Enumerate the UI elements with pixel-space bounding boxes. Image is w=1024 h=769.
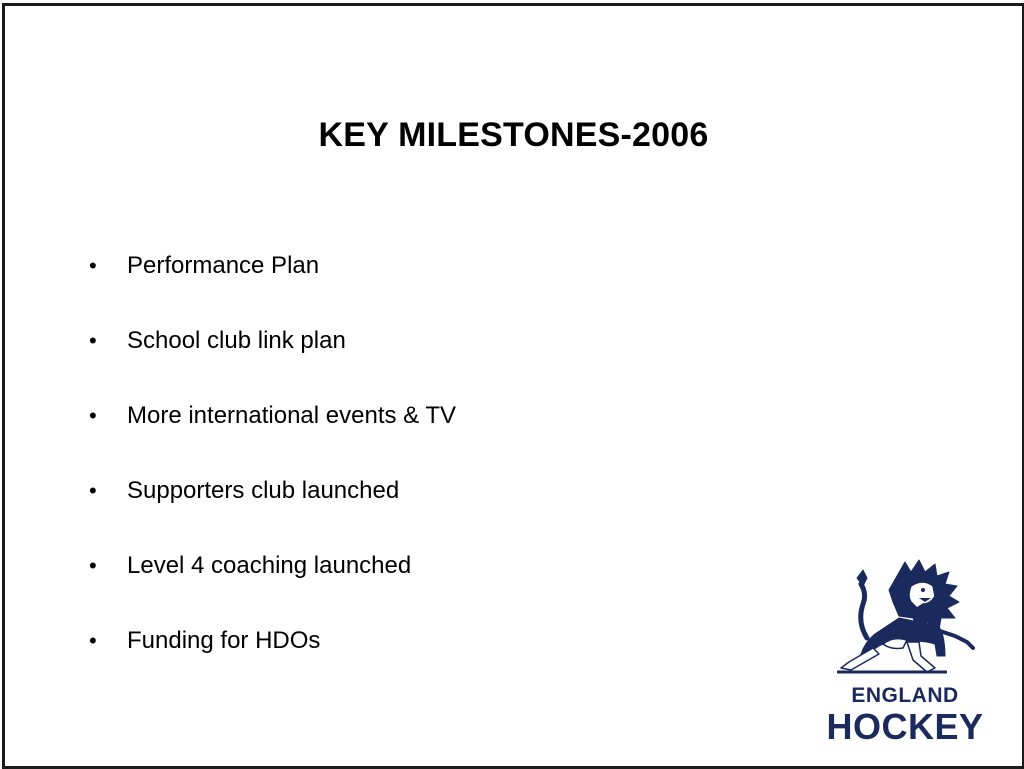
list-item (89, 303, 456, 378)
bullet-marker: • (89, 552, 97, 578)
bullet-marker: • (89, 327, 97, 353)
logo-england-text: ENGLAND (851, 684, 959, 707)
lion-icon (827, 556, 982, 681)
list-item (89, 453, 456, 528)
bullet-text: Level 4 coaching launched (127, 551, 412, 579)
bullet-text: More international events & TV (127, 401, 457, 429)
england-hockey-logo (815, 556, 995, 751)
list-item (89, 228, 456, 303)
bullet-marker: • (89, 402, 97, 428)
bullet-text: Supporters club launched (127, 476, 400, 504)
bullet-text: School club link plan (127, 326, 346, 354)
list-item (89, 528, 456, 603)
bullet-marker: • (89, 252, 97, 278)
bullet-marker: • (89, 477, 97, 503)
slide (2, 3, 1024, 769)
bullet-text: Funding for HDOs (127, 626, 321, 654)
bullet-marker: • (89, 627, 97, 653)
bullet-text: Performance Plan (127, 251, 320, 279)
bullet-list (89, 228, 456, 678)
logo-hockey-text: HOCKEY (826, 706, 984, 747)
list-item (89, 603, 456, 678)
list-item (89, 378, 456, 453)
slide-title: KEY MILESTONES-2006 (318, 116, 709, 154)
